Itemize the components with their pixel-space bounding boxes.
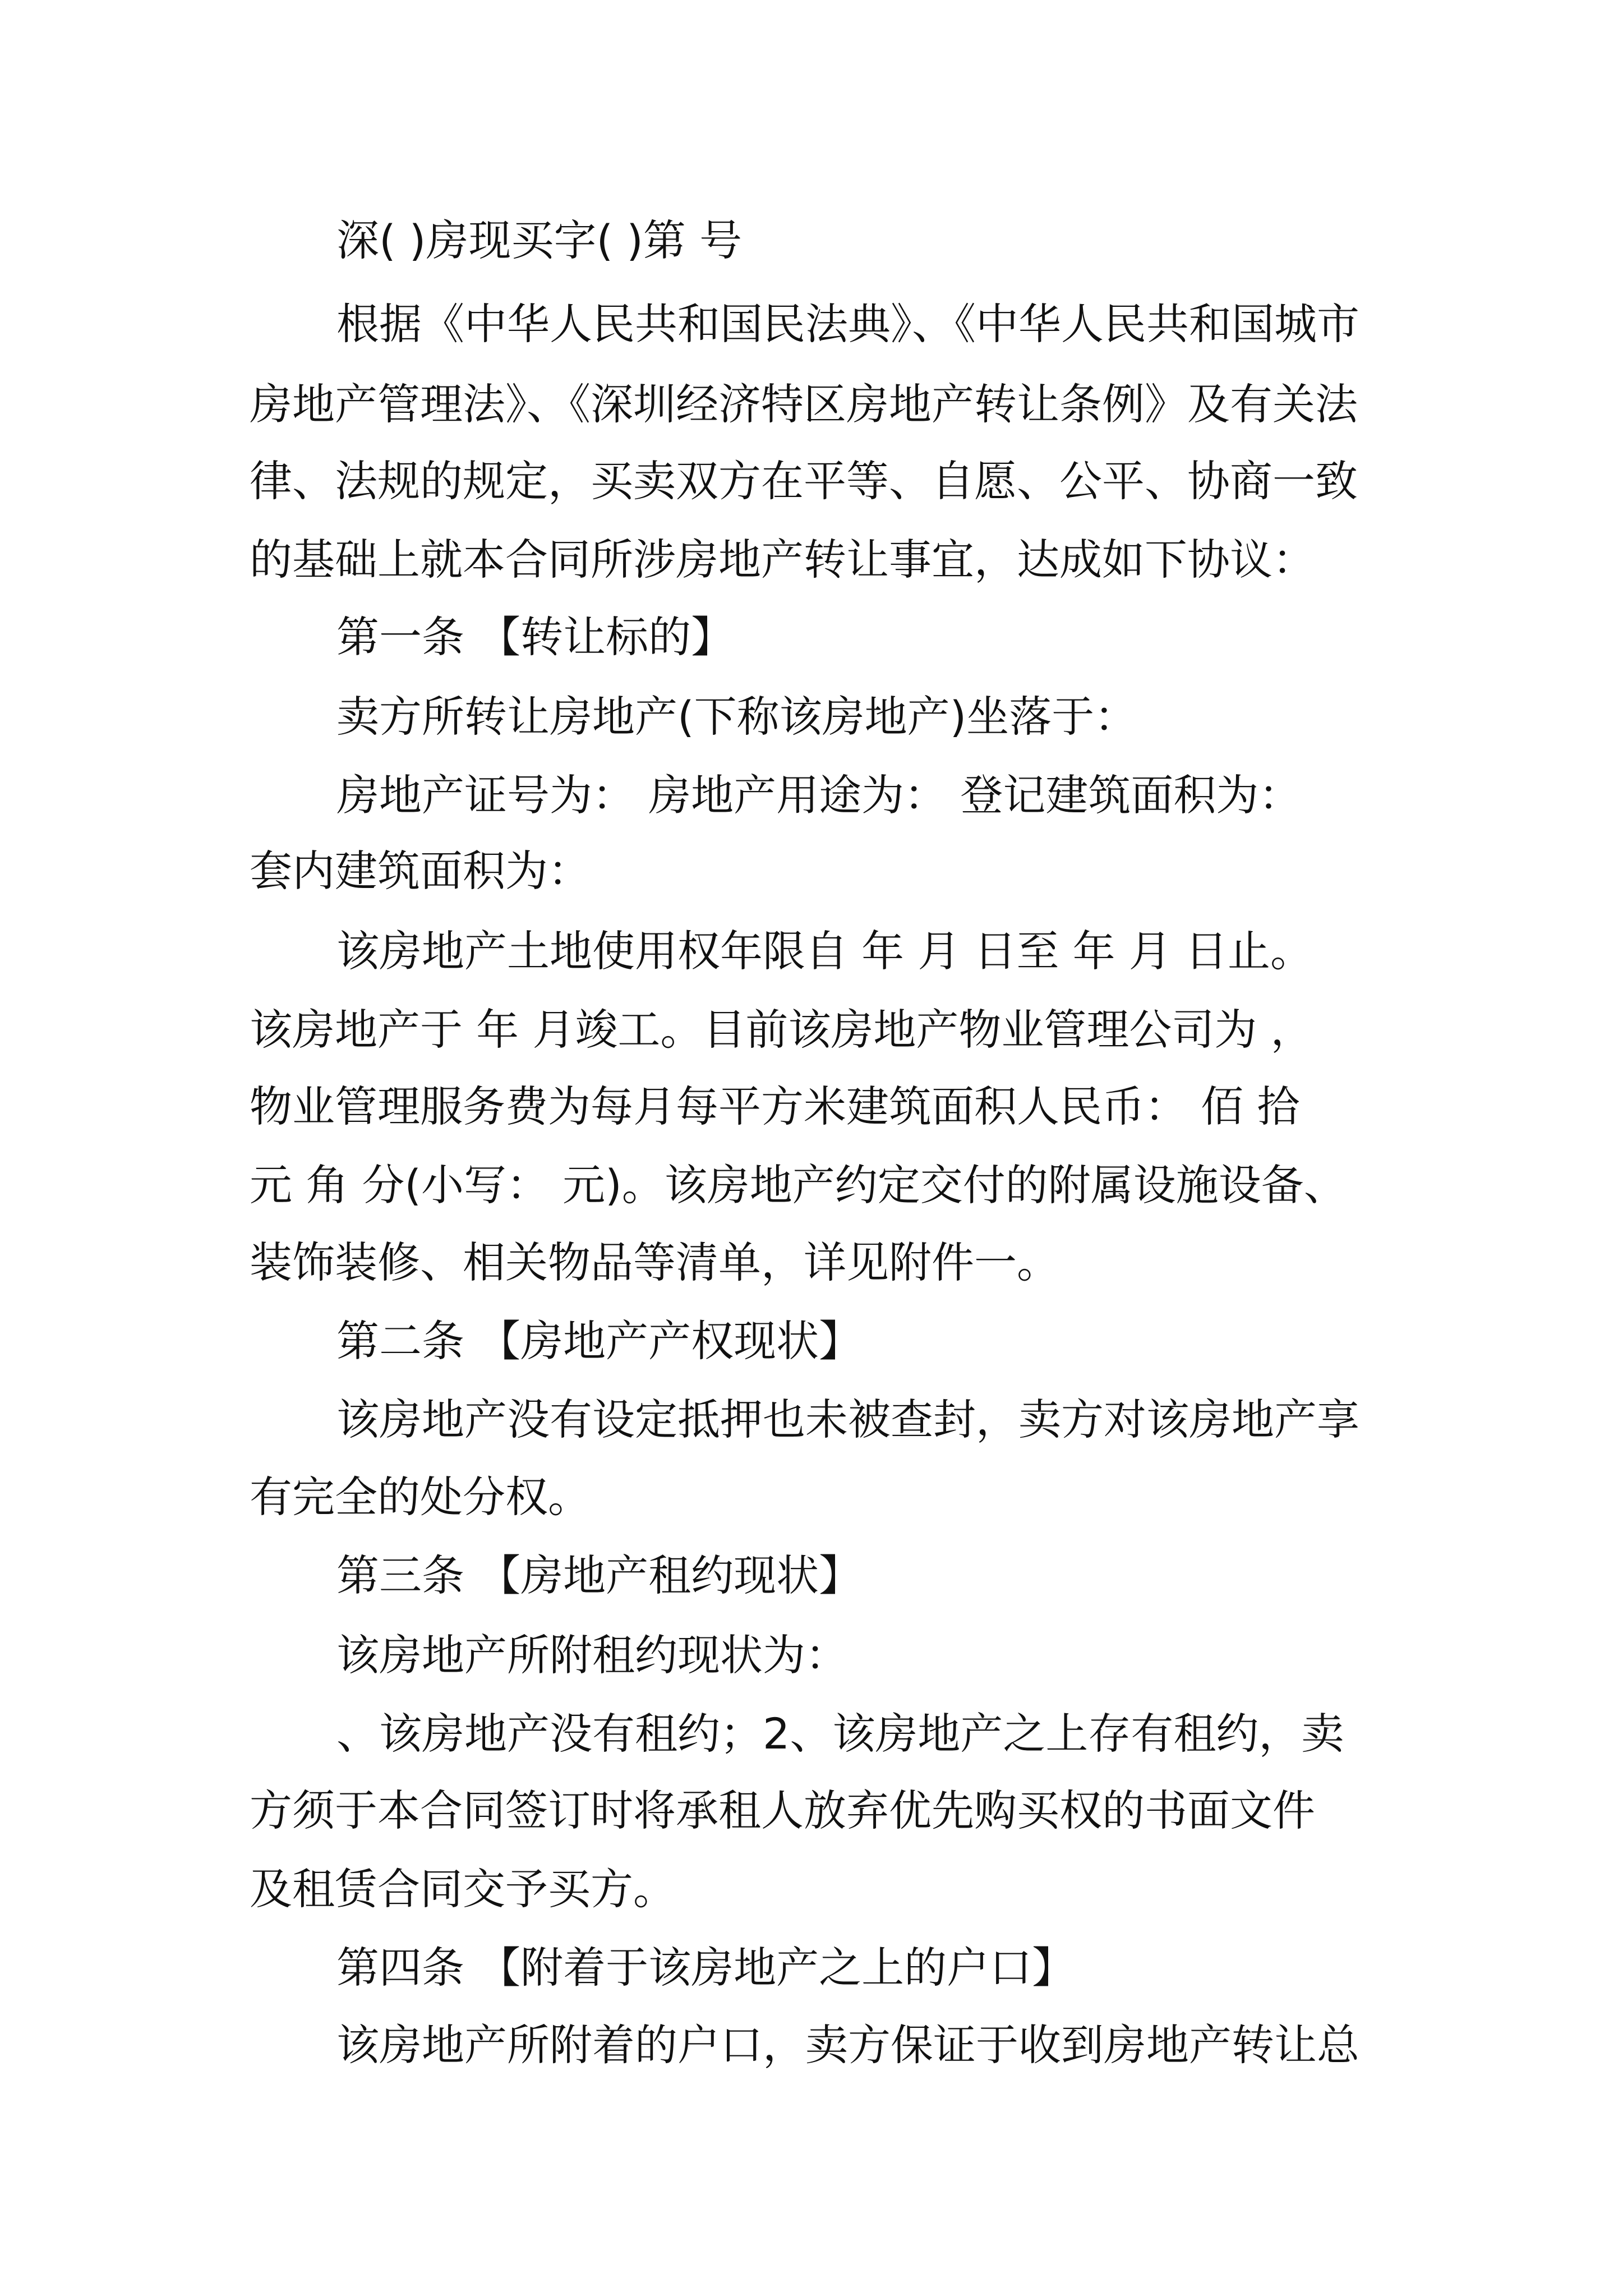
paragraph-preamble-line-4: 的基础上就本合同所涉房地产转让事宜，达成如下协议： [250,535,1315,585]
article-3-line-3: 方须于本合同签订时将承租人放弃优先购买权的书面文件 [250,1786,1315,1835]
article-1-line-7: 元 角 分(小写： 元)。该房地产约定交付的附属设施设备、 [250,1160,1347,1210]
article-1-line-4: 该房地产土地使用权年限自 年 月 日至 年 月 日止。 [336,926,1313,976]
paragraph-preamble-line-3: 律、法规的规定，买卖双方在平等、自愿、公平、协商一致 [250,456,1358,506]
article-1-line-2: 房地产证号为： 房地产用途为： 登记建筑面积为： [336,770,1302,820]
paragraph-preamble-line-1: 根据《中华人民共和国民法典》、《中华人民共和国城市 [336,299,1359,349]
article-1-line-8: 装饰装修、相关物品等清单，详见附件一。 [250,1237,1059,1287]
article-1-line-3: 套内建筑面积为： [250,846,591,896]
article-1-line-1: 卖方所转让房地产(下称该房地产)坐落于： [336,692,1137,742]
article-4-heading: 第四条 【附着于该房地产之上的户口】 [336,1943,1075,1993]
article-1-line-6: 物业管理服务费为每月每平方米建筑面积人民币： 佰 拾 [250,1082,1300,1131]
article-3-heading: 第三条 【房地产租约现状】 [336,1550,862,1600]
contract-number-line: 深( )房现买字( )第 号 [336,215,743,265]
article-2-heading: 第二条 【房地产产权现状】 [336,1316,862,1366]
paragraph-preamble-line-2: 房地产管理法》、《深圳经济特区房地产转让条例》及有关法 [250,379,1358,429]
article-1-line-5: 该房地产于 年 月竣工。目前该房地产物业管理公司为 ， [250,1005,1313,1055]
article-2-line-2: 有完全的处分权。 [250,1472,591,1522]
article-2-line-1: 该房地产没有设定抵押也未被查封，卖方对该房地产享 [336,1395,1359,1444]
article-4-line-1: 该房地产所附着的户口，卖方保证于收到房地产转让总 [336,2020,1359,2070]
article-1-heading: 第一条 【转让标的】 [336,612,734,662]
article-3-line-1: 该房地产所附租约现状为： [336,1630,848,1680]
article-3-line-4: 及租赁合同交予买方。 [250,1864,676,1914]
article-3-line-2: 、该房地产没有租约；2、该房地产之上存有租约，卖 [336,1709,1344,1759]
